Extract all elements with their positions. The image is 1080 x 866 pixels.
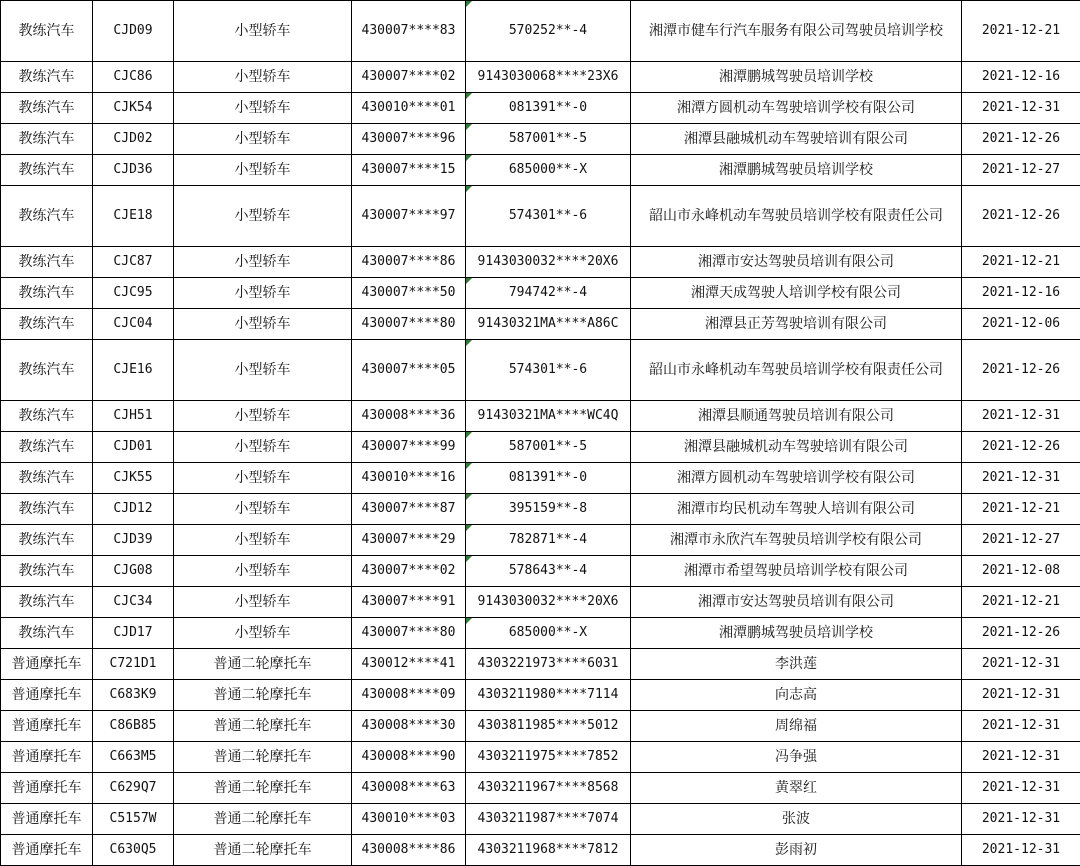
table-row — [1, 93, 1080, 124]
date-cell: 2021-12-27 — [962, 155, 1080, 186]
id-number-cell: 430007****86 — [352, 247, 466, 278]
date-cell: 2021-12-31 — [962, 773, 1080, 804]
plate-number-cell: CJD39 — [93, 525, 174, 556]
vehicle-type-cell: 教练汽车 — [1, 463, 93, 494]
vehicle-type-cell: 教练汽车 — [1, 93, 93, 124]
vehicle-type-cell: 教练汽车 — [1, 1, 93, 62]
owner-code-cell: 574301**-6 — [466, 186, 631, 247]
owner-code-cell: 4303211968****7812 — [466, 835, 631, 866]
owner-name-cell: 湘潭县顺通驾驶员培训有限公司 — [631, 401, 962, 432]
owner-code-cell: 081391**-0 — [466, 93, 631, 124]
plate-number-cell: C721D1 — [93, 649, 174, 680]
table-row — [1, 1, 1080, 62]
table-row — [1, 680, 1080, 711]
table-row — [1, 309, 1080, 340]
id-number-cell: 430007****05 — [352, 340, 466, 401]
vehicle-class-cell: 小型轿车 — [174, 432, 352, 463]
vehicle-type-cell: 教练汽车 — [1, 340, 93, 401]
vehicle-class-cell: 小型轿车 — [174, 401, 352, 432]
id-number-cell: 430010****03 — [352, 804, 466, 835]
vehicle-type-cell: 普通摩托车 — [1, 804, 93, 835]
date-cell: 2021-12-31 — [962, 93, 1080, 124]
vehicle-type-cell: 教练汽车 — [1, 186, 93, 247]
owner-name-cell: 湘潭市安达驾驶员培训有限公司 — [631, 587, 962, 618]
date-cell: 2021-12-21 — [962, 494, 1080, 525]
date-cell: 2021-12-27 — [962, 525, 1080, 556]
date-cell: 2021-12-31 — [962, 835, 1080, 866]
table-row — [1, 773, 1080, 804]
vehicle-type-cell: 教练汽车 — [1, 494, 93, 525]
owner-name-cell: 湘潭鹏城驾驶员培训学校 — [631, 62, 962, 93]
owner-code-cell: 794742**-4 — [466, 278, 631, 309]
plate-number-cell: CJC87 — [93, 247, 174, 278]
plate-number-cell: CJC04 — [93, 309, 174, 340]
owner-code-cell: 782871**-4 — [466, 525, 631, 556]
vehicle-class-cell: 普通二轮摩托车 — [174, 649, 352, 680]
owner-name-cell: 湘潭市永欣汽车驾驶员培训学校有限公司 — [631, 525, 962, 556]
date-cell: 2021-12-16 — [962, 62, 1080, 93]
owner-name-cell: 湘潭县正芳驾驶培训有限公司 — [631, 309, 962, 340]
vehicle-type-cell: 教练汽车 — [1, 618, 93, 649]
table-row — [1, 155, 1080, 186]
vehicle-class-cell: 普通二轮摩托车 — [174, 711, 352, 742]
vehicle-type-cell: 教练汽车 — [1, 155, 93, 186]
owner-name-cell: 湘潭鹏城驾驶员培训学校 — [631, 618, 962, 649]
vehicle-class-cell: 小型轿车 — [174, 556, 352, 587]
table-row — [1, 494, 1080, 525]
plate-number-cell: CJD01 — [93, 432, 174, 463]
owner-code-cell: 91430321MA****WC4Q — [466, 401, 631, 432]
date-cell: 2021-12-31 — [962, 649, 1080, 680]
id-number-cell: 430007****29 — [352, 525, 466, 556]
owner-name-cell: 韶山市永峰机动车驾驶员培训学校有限责任公司 — [631, 340, 962, 401]
vehicle-class-cell: 普通二轮摩托车 — [174, 835, 352, 866]
plate-number-cell: C630Q5 — [93, 835, 174, 866]
table-row — [1, 587, 1080, 618]
owner-name-cell: 湘潭市安达驾驶员培训有限公司 — [631, 247, 962, 278]
table-row — [1, 186, 1080, 247]
owner-name-cell: 李洪莲 — [631, 649, 962, 680]
vehicle-type-cell: 教练汽车 — [1, 432, 93, 463]
vehicle-class-cell: 小型轿车 — [174, 494, 352, 525]
plate-number-cell: C5157W — [93, 804, 174, 835]
vehicle-type-cell: 教练汽车 — [1, 525, 93, 556]
plate-number-cell: CJC34 — [93, 587, 174, 618]
date-cell: 2021-12-06 — [962, 309, 1080, 340]
vehicle-class-cell: 普通二轮摩托车 — [174, 804, 352, 835]
owner-code-cell: 081391**-0 — [466, 463, 631, 494]
vehicle-class-cell: 小型轿车 — [174, 62, 352, 93]
date-cell: 2021-12-31 — [962, 804, 1080, 835]
plate-number-cell: CJD12 — [93, 494, 174, 525]
vehicle-type-cell: 普通摩托车 — [1, 711, 93, 742]
vehicle-class-cell: 小型轿车 — [174, 278, 352, 309]
vehicle-type-cell: 教练汽车 — [1, 309, 93, 340]
plate-number-cell: CJG08 — [93, 556, 174, 587]
vehicle-type-cell: 教练汽车 — [1, 278, 93, 309]
date-cell: 2021-12-31 — [962, 680, 1080, 711]
vehicle-class-cell: 普通二轮摩托车 — [174, 742, 352, 773]
owner-code-cell: 574301**-6 — [466, 340, 631, 401]
vehicle-class-cell: 小型轿车 — [174, 618, 352, 649]
owner-code-cell: 578643**-4 — [466, 556, 631, 587]
date-cell: 2021-12-31 — [962, 401, 1080, 432]
id-number-cell: 430008****30 — [352, 711, 466, 742]
vehicle-type-cell: 普通摩托车 — [1, 742, 93, 773]
plate-number-cell: C683K9 — [93, 680, 174, 711]
vehicle-class-cell: 小型轿车 — [174, 525, 352, 556]
owner-code-cell: 4303211975****7852 — [466, 742, 631, 773]
plate-number-cell: CJE18 — [93, 186, 174, 247]
owner-name-cell: 冯争强 — [631, 742, 962, 773]
table-row — [1, 742, 1080, 773]
id-number-cell: 430007****91 — [352, 587, 466, 618]
id-number-cell: 430008****63 — [352, 773, 466, 804]
owner-name-cell: 湘潭方圆机动车驾驶培训学校有限公司 — [631, 463, 962, 494]
table-row — [1, 124, 1080, 155]
vehicle-class-cell: 小型轿车 — [174, 124, 352, 155]
id-number-cell: 430007****02 — [352, 62, 466, 93]
id-number-cell: 430008****09 — [352, 680, 466, 711]
owner-name-cell: 黄翠红 — [631, 773, 962, 804]
plate-number-cell: C86B85 — [93, 711, 174, 742]
id-number-cell: 430007****80 — [352, 618, 466, 649]
date-cell: 2021-12-21 — [962, 587, 1080, 618]
table-row — [1, 62, 1080, 93]
id-number-cell: 430008****86 — [352, 835, 466, 866]
date-cell: 2021-12-08 — [962, 556, 1080, 587]
date-cell: 2021-12-16 — [962, 278, 1080, 309]
owner-name-cell: 湘潭市健车行汽车服务有限公司驾驶员培训学校 — [631, 1, 962, 62]
plate-number-cell: CJK54 — [93, 93, 174, 124]
owner-code-cell: 570252**-4 — [466, 1, 631, 62]
vehicle-class-cell: 小型轿车 — [174, 93, 352, 124]
table-row — [1, 247, 1080, 278]
id-number-cell: 430008****90 — [352, 742, 466, 773]
vehicle-class-cell: 小型轿车 — [174, 463, 352, 494]
date-cell: 2021-12-26 — [962, 124, 1080, 155]
owner-name-cell: 湘潭县融城机动车驾驶培训有限公司 — [631, 432, 962, 463]
vehicle-class-cell: 普通二轮摩托车 — [174, 773, 352, 804]
date-cell: 2021-12-31 — [962, 742, 1080, 773]
vehicle-class-cell: 小型轿车 — [174, 1, 352, 62]
table-row — [1, 618, 1080, 649]
vehicle-class-cell: 小型轿车 — [174, 186, 352, 247]
owner-code-cell: 4303211987****7074 — [466, 804, 631, 835]
owner-code-cell: 9143030032****20X6 — [466, 587, 631, 618]
vehicle-class-cell: 普通二轮摩托车 — [174, 680, 352, 711]
owner-name-cell: 周绵福 — [631, 711, 962, 742]
owner-code-cell: 587001**-5 — [466, 432, 631, 463]
table-body — [1, 1, 1080, 866]
owner-code-cell: 395159**-8 — [466, 494, 631, 525]
owner-code-cell: 4303221973****6031 — [466, 649, 631, 680]
id-number-cell: 430010****16 — [352, 463, 466, 494]
id-number-cell: 430007****80 — [352, 309, 466, 340]
vehicle-type-cell: 教练汽车 — [1, 556, 93, 587]
table-row — [1, 556, 1080, 587]
plate-number-cell: CJH51 — [93, 401, 174, 432]
vehicle-type-cell: 普通摩托车 — [1, 649, 93, 680]
owner-code-cell: 4303211967****8568 — [466, 773, 631, 804]
vehicle-class-cell: 小型轿车 — [174, 340, 352, 401]
table-row — [1, 835, 1080, 866]
plate-number-cell: CJE16 — [93, 340, 174, 401]
plate-number-cell: CJD36 — [93, 155, 174, 186]
vehicle-type-cell: 教练汽车 — [1, 62, 93, 93]
table-row — [1, 340, 1080, 401]
vehicle-type-cell: 教练汽车 — [1, 124, 93, 155]
owner-name-cell: 张波 — [631, 804, 962, 835]
owner-name-cell: 湘潭天成驾驶人培训学校有限公司 — [631, 278, 962, 309]
plate-number-cell: CJD02 — [93, 124, 174, 155]
owner-name-cell: 湘潭市均民机动车驾驶人培训有限公司 — [631, 494, 962, 525]
owner-name-cell: 湘潭市希望驾驶员培训学校有限公司 — [631, 556, 962, 587]
plate-number-cell: CJD09 — [93, 1, 174, 62]
date-cell: 2021-12-31 — [962, 711, 1080, 742]
owner-name-cell: 湘潭鹏城驾驶员培训学校 — [631, 155, 962, 186]
owner-code-cell: 587001**-5 — [466, 124, 631, 155]
id-number-cell: 430007****50 — [352, 278, 466, 309]
id-number-cell: 430010****01 — [352, 93, 466, 124]
date-cell: 2021-12-26 — [962, 618, 1080, 649]
id-number-cell: 430007****97 — [352, 186, 466, 247]
date-cell: 2021-12-31 — [962, 463, 1080, 494]
id-number-cell: 430008****36 — [352, 401, 466, 432]
table-row — [1, 711, 1080, 742]
owner-code-cell: 9143030068****23X6 — [466, 62, 631, 93]
vehicle-type-cell: 教练汽车 — [1, 247, 93, 278]
vehicle-class-cell: 小型轿车 — [174, 587, 352, 618]
owner-code-cell: 4303811985****5012 — [466, 711, 631, 742]
vehicle-class-cell: 小型轿车 — [174, 309, 352, 340]
owner-code-cell: 91430321MA****A86C — [466, 309, 631, 340]
vehicle-class-cell: 小型轿车 — [174, 155, 352, 186]
plate-number-cell: CJK55 — [93, 463, 174, 494]
table-row — [1, 463, 1080, 494]
plate-number-cell: C663M5 — [93, 742, 174, 773]
owner-name-cell: 彭雨初 — [631, 835, 962, 866]
table-row — [1, 278, 1080, 309]
date-cell: 2021-12-26 — [962, 340, 1080, 401]
id-number-cell: 430007****15 — [352, 155, 466, 186]
plate-number-cell: CJC86 — [93, 62, 174, 93]
owner-name-cell: 韶山市永峰机动车驾驶员培训学校有限责任公司 — [631, 186, 962, 247]
table-row — [1, 804, 1080, 835]
table-row — [1, 649, 1080, 680]
id-number-cell: 430007****96 — [352, 124, 466, 155]
table-row — [1, 432, 1080, 463]
plate-number-cell: CJC95 — [93, 278, 174, 309]
owner-code-cell: 685000**-X — [466, 155, 631, 186]
id-number-cell: 430007****02 — [352, 556, 466, 587]
date-cell: 2021-12-21 — [962, 247, 1080, 278]
owner-code-cell: 4303211980****7114 — [466, 680, 631, 711]
vehicle-type-cell: 普通摩托车 — [1, 773, 93, 804]
id-number-cell: 430007****87 — [352, 494, 466, 525]
owner-name-cell: 向志高 — [631, 680, 962, 711]
vehicle-class-cell: 小型轿车 — [174, 247, 352, 278]
owner-name-cell: 湘潭县融城机动车驾驶培训有限公司 — [631, 124, 962, 155]
owner-code-cell: 685000**-X — [466, 618, 631, 649]
plate-number-cell: CJD17 — [93, 618, 174, 649]
owner-name-cell: 湘潭方圆机动车驾驶培训学校有限公司 — [631, 93, 962, 124]
vehicle-type-cell: 普通摩托车 — [1, 835, 93, 866]
date-cell: 2021-12-26 — [962, 186, 1080, 247]
table-row — [1, 401, 1080, 432]
id-number-cell: 430012****41 — [352, 649, 466, 680]
table-row — [1, 525, 1080, 556]
date-cell: 2021-12-21 — [962, 1, 1080, 62]
id-number-cell: 430007****83 — [352, 1, 466, 62]
owner-code-cell: 9143030032****20X6 — [466, 247, 631, 278]
vehicle-type-cell: 普通摩托车 — [1, 680, 93, 711]
vehicle-type-cell: 教练汽车 — [1, 587, 93, 618]
id-number-cell: 430007****99 — [352, 432, 466, 463]
date-cell: 2021-12-26 — [962, 432, 1080, 463]
plate-number-cell: C629Q7 — [93, 773, 174, 804]
vehicle-type-cell: 教练汽车 — [1, 401, 93, 432]
